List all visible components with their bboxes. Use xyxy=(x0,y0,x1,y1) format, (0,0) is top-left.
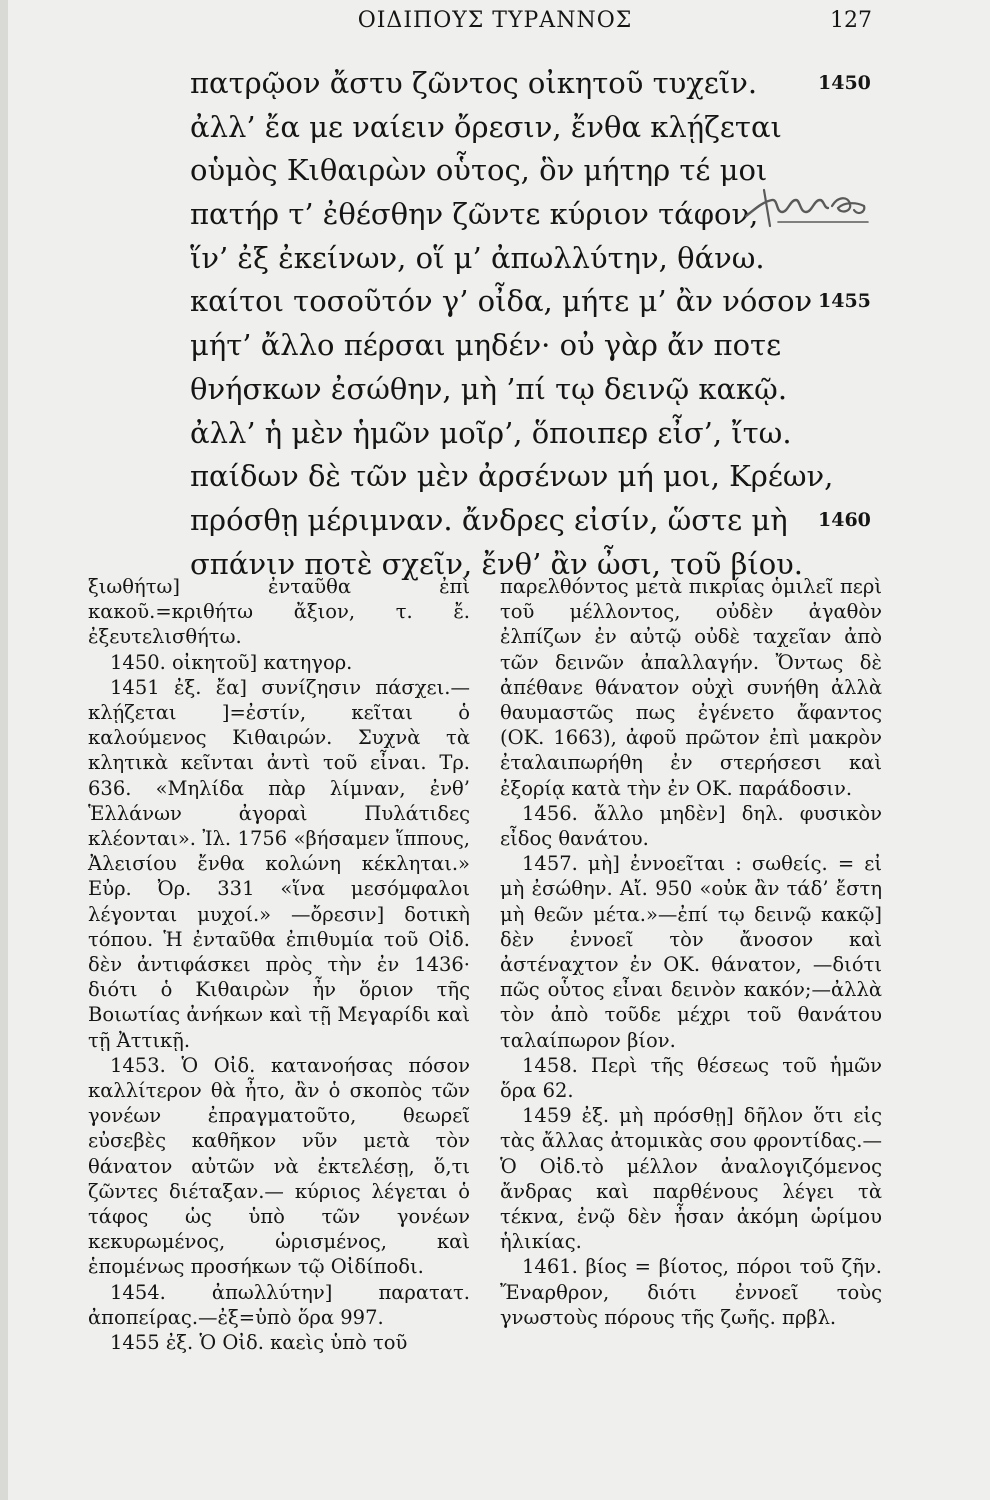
commentary-paragraph: 1457. μὴ] ἐννοεῖται : σωθείς. = εἰ μὴ ἐσώθην. Αἴ. 950 «οὐκ ἂν τάδ’ ἔστη μὴ θεῶν μέτα.»—ἐπί τῳ δεινῷ κακῷ] δὲν ἐννοεῖ τὸν ἄνοσον καὶ ἀστέναχτον ἐν ΟΚ. θάνατον, —διότι πῶς οὗτος εἶναι δεινὸν κακόν;—ἀλλὰ τὸν ἀπὸ τοῦδε μέχρι τοῦ θανάτου ταλαίπωρον βίον. xyxy=(500,852,882,1052)
verse-line-text: πατήρ τ’ ἐθέσθην ζῶντε κύριον τάφον, xyxy=(190,197,759,232)
verse-line xyxy=(0,62,990,106)
verse-line-text: καίτοι τοσοῦτόν γ’ οἶδα, μήτε μ’ ἂν νόσον xyxy=(190,284,813,319)
page-number: 127 xyxy=(830,8,872,33)
verse-line-text: σπάνιν ποτὲ σχεῖν, ἔνθ’ ἂν ὦσι, τοῦ βίου. xyxy=(190,546,804,581)
commentary-paragraph: 1451 ἐξ. ἔα] συνίζησιν πάσχει.— κλῄζεται ]=ἐστίν, κεῖται ὁ καλούμενος Κιθαιρών. Συχνὰ τὰ κλητικὰ κεῖνται ἀντὶ τοῦ εἶναι. Τρ. 636. «Μηλίδα πὰρ λίμναν, ἐνθ’ Ἑλλάνων ἀγοραὶ Πυλάτιδες κλέονται». Ἰλ. 1756 «βήσαμεν ἵππους, Ἀλεισίου ἔνθα κολώνη κέκληται.» Εὐρ. Ὀρ. 331 «ἵνα μεσόμφαλοι λέγονται μυχοί.» —ὄρεσιν] δοτικὴ τόπου. Ἡ ἐνταῦθα ἐπιθυμία τοῦ Οἰδ. δὲν ἀντιφάσκει πρὸς τὴν ἐν 1436· διότι ὁ Κιθαιρὼν ἦν ὅριον τῆς Βοιωτίας ἀνήκων καὶ τῇ Μεγαρίδι καὶ τῇ Ἀττικῇ. xyxy=(88,675,470,1052)
commentary-paragraph: 1456. ἄλλο μηδὲν] δηλ. φυσικὸν εἶδος θανάτου. xyxy=(500,801,882,851)
commentary-paragraph: 1450. οἰκητοῦ] κατηγορ. xyxy=(110,650,353,674)
line-number: 1460 xyxy=(818,508,871,531)
verse-line-text: ἀλλ’ ἔα με ναίειν ὄρεσιν, ἔνθα κλῄζεται xyxy=(190,109,782,144)
running-title: ΟΙΔΙΠΟΥΣ ΤΥΡΑΝΝΟΣ xyxy=(357,8,633,33)
verse-line xyxy=(0,412,990,456)
verse-line xyxy=(0,237,990,281)
commentary-paragraph: 1453. Ὁ Οἰδ. κατανοήσας πόσον καλλίτερον θὰ ἦτο, ἂν ὁ σκοπὸς τῶν γονέων ἐπραγματοῦτο, θεωρεῖ εὐσεβὲς καθῆκον νῦν μετὰ τὸν θάνατον αὐτῶν νὰ ἐκτελέσῃ, ὅ,τι ζῶντες διέταξαν.— κύριος λέγεται ὁ τάφος ὡς ὑπὸ τῶν γονέων κεκυρωμένος, ὡρισμένος, καὶ ἑπομένως προσήκων τῷ Οἰδίποδι. xyxy=(88,1053,470,1279)
verse-line xyxy=(0,106,990,150)
verse-line-text: οὑμὸς Κιθαιρὼν οὗτος, ὃν μήτηρ τέ μοι xyxy=(190,153,768,188)
verse-line xyxy=(0,455,990,499)
verse-line-text: πρόσθῃ μέριμναν. ἄνδρες εἰσίν, ὥστε μὴ xyxy=(190,502,788,537)
verse-line-text: ἵν’ ἐξ ἐκείνων, οἵ μ’ ἀπωλλύτην, θάνω. xyxy=(190,240,765,275)
verse-line-text: μήτ’ ἄλλο πέρσαι μηδέν· οὐ γὰρ ἄν ποτε xyxy=(190,328,782,363)
page-header xyxy=(0,8,990,42)
commentary-paragraph: 1459 ἐξ. μὴ πρόσθῃ] δῆλον ὅτι εἰς τὰς ἄλλας ἀτομικὰς σου φροντίδας.—Ὁ Οἰδ.τὸ μέλλον ἀναλογιζόμενος ἄνδρας καὶ παρθένους λέγει τὰ τέκνα, ἐνῷ δὲν ἦσαν ἀκόμη ὡρίμου ἡλικίας. xyxy=(500,1104,882,1254)
verse-line xyxy=(0,324,990,368)
verse-line xyxy=(0,280,990,324)
commentary-paragraph: 1458. Περὶ τῆς θέσεως τοῦ ἡμῶν ὅρα 62. xyxy=(500,1053,882,1103)
verse-line-text: παίδων δὲ τῶν μὲν ἀρσένων μή μοι, Κρέων, xyxy=(190,459,834,494)
verse-line xyxy=(0,499,990,543)
handwritten-margin-note xyxy=(742,182,872,234)
verse-line-text: θνήσκων ἐσώθην, μὴ ’πί τῳ δεινῷ κακῷ. xyxy=(190,371,788,406)
commentary-right-column xyxy=(500,574,882,1330)
verse-line-text: πατρῷον ἄστυ ζῶντος οἰκητοῦ τυχεῖν. xyxy=(190,66,758,100)
commentary-left-column xyxy=(88,574,470,1355)
commentary-paragraph: 1461. βίος = βίοτος, πόροι τοῦ ζῆν. Ἔναρθρον, διότι ἐννοεῖ τοὺς γνωστοὺς πόρους τῆς ζωῆς. πρβλ. xyxy=(500,1255,882,1329)
line-number: 1455 xyxy=(818,290,871,313)
verse-line-text: ἀλλ’ ἡ μὲν ἡμῶν μοῖρ’, ὅποιπερ εἶσ’, ἴτω. xyxy=(190,415,792,450)
commentary-paragraph: 1455 ἐξ. Ὁ Οἰδ. καεὶς ὑπὸ τοῦ xyxy=(110,1331,408,1355)
line-number: 1450 xyxy=(818,72,871,94)
commentary-paragraph: παρελθόντος μετὰ πικρίας ὁμιλεῖ περὶ τοῦ μέλλοντος, οὐδὲν ἀγαθὸν ἐλπίζων ἐν αὐτῷ οὐδὲ ταχεῖαν ἀπὸ τῶν δεινῶν ἀπαλλαγήν. Ὄντως δὲ ἀπέθανε θάνατον οὐχὶ συνήθη ἀλλὰ θαυμαστῶς πως ἐγένετο ἄφαντος (ΟΚ. 1663), ἀφοῦ πρῶτον ἐπὶ μακρὸν ἐταλαιπωρήθη ἐν στερήσεσι καὶ ἐξορίᾳ κατὰ τὴν ἐν ΟΚ. παράδοσιν. xyxy=(500,575,882,800)
commentary-paragraph: ξιωθήτω] ἐνταῦθα ἐπὶ κακοῦ.=κριθήτω ἄξιον, τ. ἔ. ἐξευτελισθήτω. xyxy=(88,575,470,649)
commentary-paragraph: 1454. ἀπωλλύτην] παρατατ. ἀποπείρας.—ἐξ=ὑπὸ ὅρα 997. xyxy=(88,1280,470,1329)
verse-text xyxy=(0,62,990,586)
verse-line xyxy=(0,368,990,412)
